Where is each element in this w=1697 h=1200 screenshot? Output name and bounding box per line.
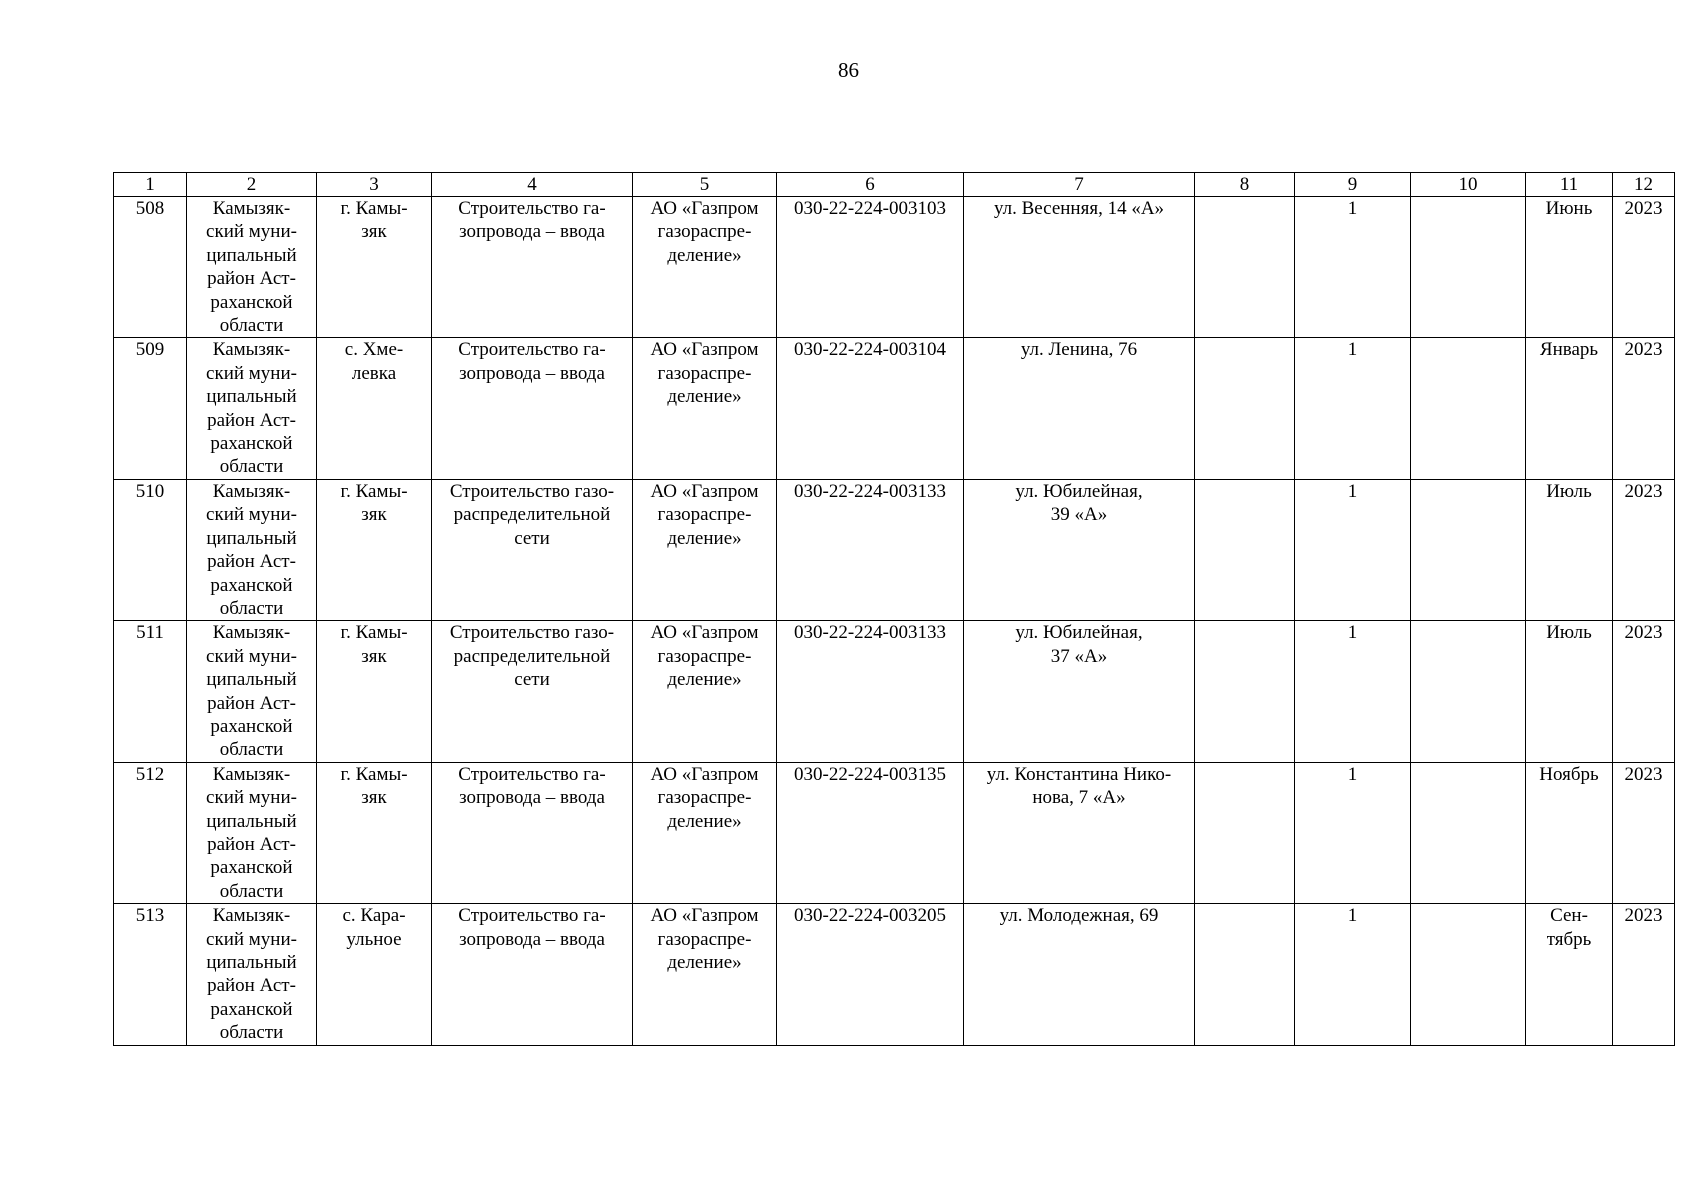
cell-line: раханской [210, 291, 293, 313]
cell-line: Июнь [1545, 198, 1593, 219]
cell-line: ский муни- [206, 645, 297, 667]
cell-line: Строительство га- [458, 339, 606, 361]
cell-line: области [219, 880, 284, 902]
cell-line: деление» [667, 952, 742, 973]
cell-line: ул. Молодежная, 69 [999, 905, 1159, 927]
cell-year: 2023 [1613, 762, 1675, 903]
cell-line: ульное [346, 928, 402, 950]
cell-organization [633, 762, 777, 903]
cell-line: раханской [210, 857, 293, 879]
table-row [114, 479, 1675, 620]
cell-line: сети [514, 527, 550, 549]
column-header: 5 [633, 173, 777, 197]
cell-line: г. Камы- [340, 763, 408, 785]
cell-code: 030-22-224-003104 [777, 338, 964, 479]
cell-line: АО «Газпром [650, 480, 759, 502]
cell-col8 [1195, 479, 1295, 620]
cell-line: сети [514, 669, 550, 691]
cell-number: 513 [114, 904, 187, 1045]
column-header: 10 [1411, 173, 1526, 197]
cell-organization [633, 338, 777, 479]
cell-line: г. Камы- [340, 480, 408, 502]
cell-number: 511 [114, 621, 187, 762]
cell-line: АО «Газпром [650, 198, 759, 219]
cell-line: зопровода – ввода [459, 362, 605, 384]
cell-line: области [219, 739, 284, 761]
cell-col10 [1411, 479, 1526, 620]
cell-line: ципальный [206, 527, 297, 549]
cell-work-type [432, 479, 633, 620]
cell-district [187, 479, 317, 620]
cell-line: АО «Газпром [650, 339, 759, 361]
cell-line: ский муни- [206, 504, 297, 526]
cell-line: распределительной [453, 504, 611, 526]
cell-organization [633, 197, 777, 338]
cell-col10 [1411, 621, 1526, 762]
cell-line: Камызяк- [212, 339, 291, 361]
cell-district [187, 621, 317, 762]
cell-month [1526, 479, 1613, 620]
cell-line: Строительство га- [458, 763, 606, 785]
cell-col8 [1195, 621, 1295, 762]
cell-district [187, 762, 317, 903]
cell-line: район Аст- [207, 975, 296, 997]
table-row [114, 338, 1675, 479]
cell-line: Камызяк- [212, 905, 291, 927]
cell-settlement [317, 621, 432, 762]
cell-line: раханской [210, 574, 293, 596]
data-table [113, 172, 1675, 1046]
cell-line: зопровода – ввода [459, 928, 605, 950]
column-header: 7 [964, 173, 1195, 197]
cell-line: Строительство газо- [449, 622, 615, 644]
cell-number: 510 [114, 479, 187, 620]
cell-col10 [1411, 762, 1526, 903]
cell-line: левка [351, 362, 397, 384]
cell-line: Июль [1546, 480, 1592, 502]
cell-line: Камызяк- [212, 622, 291, 644]
cell-line: район Аст- [207, 833, 296, 855]
cell-line: деление» [667, 527, 742, 549]
cell-line: ский муни- [206, 787, 297, 809]
cell-line: 37 «А» [1050, 645, 1108, 667]
cell-line: район Аст- [207, 551, 296, 573]
cell-col9: 1 [1295, 197, 1411, 338]
table-row [114, 197, 1675, 338]
column-header: 8 [1195, 173, 1295, 197]
column-header: 6 [777, 173, 964, 197]
cell-line: ципальный [206, 244, 297, 266]
cell-year: 2023 [1613, 338, 1675, 479]
cell-line: ский муни- [206, 362, 297, 384]
cell-address [964, 904, 1195, 1045]
cell-col10 [1411, 904, 1526, 1045]
cell-address [964, 621, 1195, 762]
cell-month [1526, 904, 1613, 1045]
cell-district [187, 197, 317, 338]
cell-line: раханской [210, 433, 293, 455]
cell-col9: 1 [1295, 621, 1411, 762]
cell-line: АО «Газпром [650, 622, 759, 644]
cell-month [1526, 621, 1613, 762]
column-header: 9 [1295, 173, 1411, 197]
cell-line: район Аст- [207, 692, 296, 714]
cell-organization [633, 479, 777, 620]
cell-work-type [432, 338, 633, 479]
cell-organization [633, 621, 777, 762]
cell-line: газораспре- [657, 221, 752, 243]
cell-district [187, 338, 317, 479]
table-body [114, 197, 1675, 1046]
cell-address [964, 197, 1195, 338]
cell-line: ципальный [206, 386, 297, 408]
cell-line: деление» [667, 244, 742, 266]
cell-col10 [1411, 338, 1526, 479]
cell-col8 [1195, 904, 1295, 1045]
column-header: 4 [432, 173, 633, 197]
cell-work-type [432, 904, 633, 1045]
table-row [114, 762, 1675, 903]
cell-line: ский муни- [206, 928, 297, 950]
cell-line: газораспре- [657, 787, 752, 809]
cell-col9: 1 [1295, 904, 1411, 1045]
cell-line: Строительство га- [458, 905, 606, 927]
cell-line: области [219, 1022, 284, 1044]
cell-col9: 1 [1295, 338, 1411, 479]
cell-line: г. Камы- [340, 198, 408, 219]
cell-code: 030-22-224-003133 [777, 479, 964, 620]
cell-work-type [432, 197, 633, 338]
column-header: 2 [187, 173, 317, 197]
cell-line: с. Кара- [342, 905, 406, 927]
cell-line: ципальный [206, 810, 297, 832]
cell-line: 39 «А» [1050, 504, 1108, 526]
cell-line: газораспре- [657, 645, 752, 667]
cell-line: области [219, 456, 284, 478]
cell-code: 030-22-224-003135 [777, 762, 964, 903]
cell-line: распределительной [453, 645, 611, 667]
cell-line: район Аст- [207, 409, 296, 431]
cell-col10 [1411, 197, 1526, 338]
cell-district [187, 904, 317, 1045]
cell-settlement [317, 338, 432, 479]
cell-line: области [219, 315, 284, 337]
cell-line: АО «Газпром [650, 905, 759, 927]
cell-line: ул. Юбилейная, [1015, 622, 1143, 644]
cell-line: зяк [361, 787, 387, 809]
cell-col9: 1 [1295, 762, 1411, 903]
cell-year: 2023 [1613, 479, 1675, 620]
cell-month [1526, 197, 1613, 338]
cell-line: зяк [361, 221, 387, 243]
cell-line: нова, 7 «А» [1032, 787, 1126, 809]
cell-address [964, 338, 1195, 479]
cell-line: АО «Газпром [650, 763, 759, 785]
cell-line: Камызяк- [212, 480, 291, 502]
column-header: 3 [317, 173, 432, 197]
cell-year: 2023 [1613, 904, 1675, 1045]
cell-number: 509 [114, 338, 187, 479]
cell-line: Строительство га- [458, 198, 606, 219]
cell-col8 [1195, 197, 1295, 338]
cell-line: ул. Константина Нико- [986, 763, 1172, 785]
cell-line: Ноябрь [1539, 763, 1599, 785]
cell-line: газораспре- [657, 362, 752, 384]
cell-line: ул. Весенняя, 14 «А» [993, 198, 1165, 219]
cell-line: Январь [1539, 339, 1599, 361]
header-row [114, 173, 1675, 197]
table-row [114, 904, 1675, 1045]
cell-settlement [317, 762, 432, 903]
column-header: 1 [114, 173, 187, 197]
cell-address [964, 762, 1195, 903]
cell-year: 2023 [1613, 197, 1675, 338]
cell-line: деление» [667, 810, 742, 832]
cell-line: Сен- [1550, 905, 1588, 927]
cell-line: деление» [667, 386, 742, 408]
cell-organization [633, 904, 777, 1045]
cell-settlement [317, 479, 432, 620]
cell-col8 [1195, 338, 1295, 479]
cell-settlement [317, 904, 432, 1045]
cell-work-type [432, 762, 633, 903]
cell-line: области [219, 597, 284, 619]
cell-line: ский муни- [206, 221, 297, 243]
cell-line: зопровода – ввода [459, 221, 605, 243]
cell-line: ул. Юбилейная, [1015, 480, 1143, 502]
cell-line: Июль [1546, 622, 1592, 644]
cell-code: 030-22-224-003103 [777, 197, 964, 338]
cell-line: район Аст- [207, 268, 296, 290]
cell-line: газораспре- [657, 504, 752, 526]
cell-number: 508 [114, 197, 187, 338]
cell-line: ул. Ленина, 76 [1020, 339, 1138, 361]
cell-line: г. Камы- [340, 622, 408, 644]
cell-line: Камызяк- [212, 763, 291, 785]
cell-col8 [1195, 762, 1295, 903]
cell-line: тябрь [1546, 928, 1592, 950]
cell-line: с. Хме- [344, 339, 404, 361]
cell-address [964, 479, 1195, 620]
cell-line: зяк [361, 645, 387, 667]
cell-number: 512 [114, 762, 187, 903]
cell-line: зопровода – ввода [459, 787, 605, 809]
column-header: 12 [1613, 173, 1675, 197]
cell-code: 030-22-224-003133 [777, 621, 964, 762]
cell-line: раханской [210, 998, 293, 1020]
cell-line: раханской [210, 715, 293, 737]
page-number: 86 [838, 58, 859, 82]
cell-line: Камызяк- [212, 198, 291, 219]
cell-line: зяк [361, 504, 387, 526]
cell-line: газораспре- [657, 928, 752, 950]
cell-col9: 1 [1295, 479, 1411, 620]
cell-work-type [432, 621, 633, 762]
cell-line: ципальный [206, 669, 297, 691]
cell-settlement [317, 197, 432, 338]
cell-line: ципальный [206, 952, 297, 973]
cell-month [1526, 762, 1613, 903]
cell-line: деление» [667, 669, 742, 691]
cell-year: 2023 [1613, 621, 1675, 762]
cell-code: 030-22-224-003205 [777, 904, 964, 1045]
column-header: 11 [1526, 173, 1613, 197]
cell-month [1526, 338, 1613, 479]
table-row [114, 621, 1675, 762]
cell-line: Строительство газо- [449, 480, 615, 502]
